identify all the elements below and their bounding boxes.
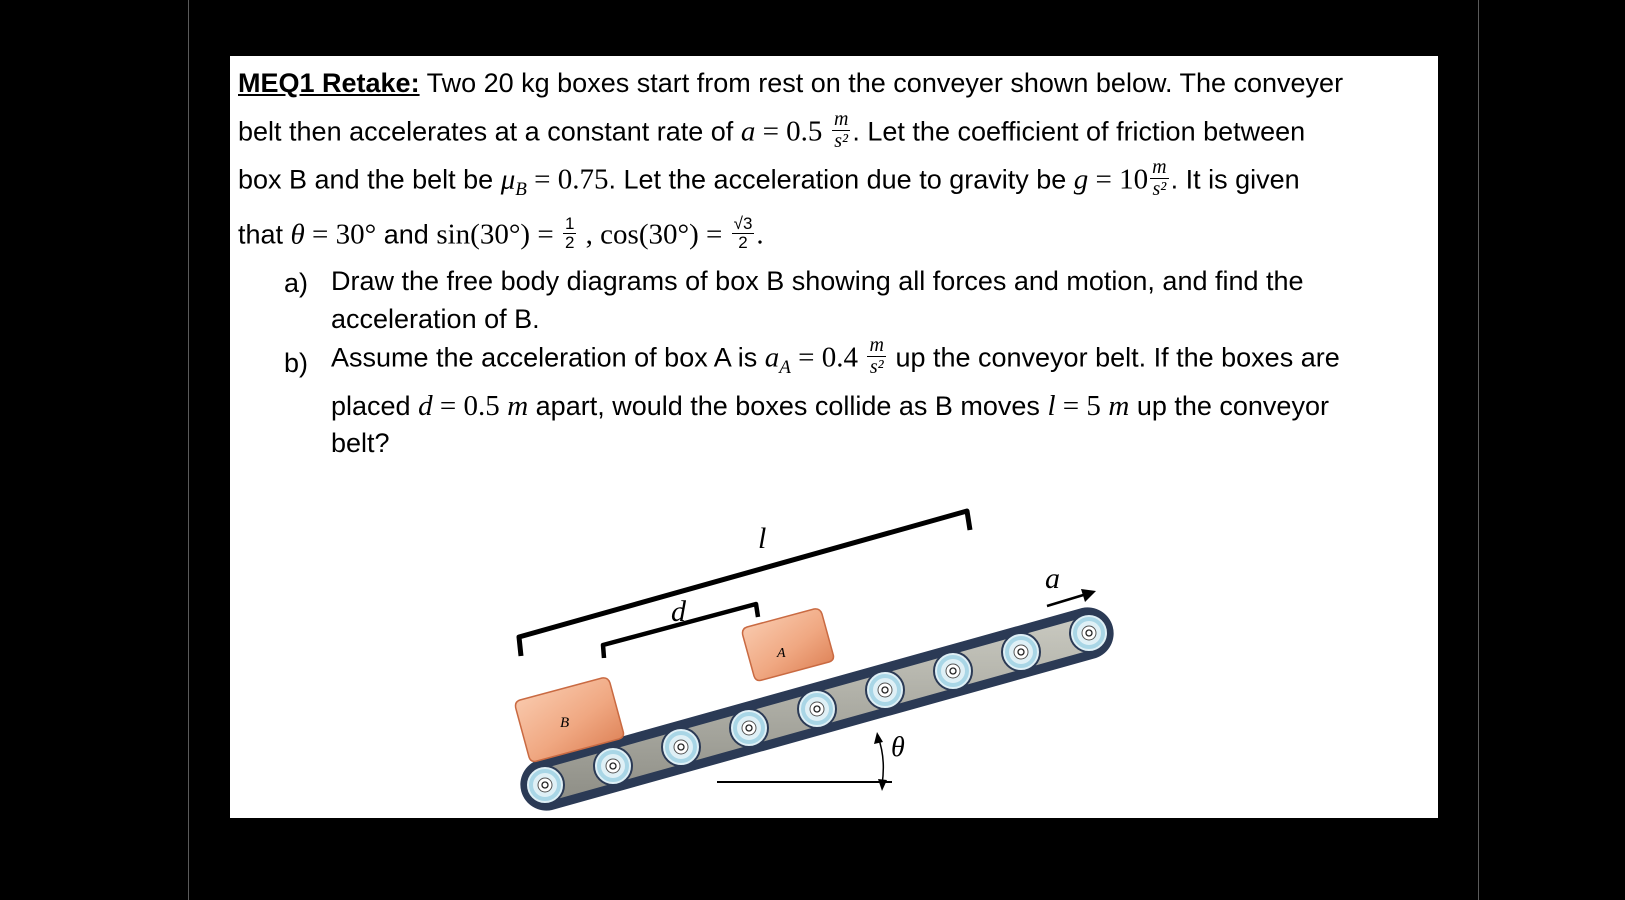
meter-unit-2: m xyxy=(1108,390,1130,422)
part-b-text-2b: apart, would the boxes collide as B moves xyxy=(528,391,1048,421)
sqrt3-den: 2 xyxy=(738,232,748,252)
problem-text-3a: box B and the belt be xyxy=(238,164,501,195)
label-l: l xyxy=(758,522,767,555)
l-value: 5 xyxy=(1086,390,1101,422)
equals-sign-7: = xyxy=(790,341,822,374)
half-den: 2 xyxy=(564,232,575,252)
mu-symbol: μ xyxy=(500,163,516,196)
roller xyxy=(866,671,904,709)
conveyor-diagram xyxy=(230,56,1438,818)
aA-value: 0.4 xyxy=(821,341,858,374)
roller xyxy=(594,747,632,785)
unit-num-3: m xyxy=(869,334,884,356)
mu-subscript: B xyxy=(515,179,527,201)
accel-value: 0.5 xyxy=(786,115,823,148)
roller xyxy=(1070,614,1108,652)
g-symbol: g xyxy=(1073,163,1089,196)
equals-sign-4: = xyxy=(304,218,336,251)
unit-den-3: s² xyxy=(869,356,884,378)
box-a xyxy=(743,609,834,681)
label-d: d xyxy=(671,595,686,628)
label-theta: θ xyxy=(891,732,905,763)
sqrt3-num: √3 xyxy=(733,214,753,233)
part-b-text-1b: up the conveyor belt. If the boxes are xyxy=(887,342,1340,373)
theta-value: 30° xyxy=(335,218,377,251)
right-divider xyxy=(1478,0,1479,900)
aA-subscript: A xyxy=(779,357,791,379)
left-divider xyxy=(188,0,189,900)
problem-text-4a: that xyxy=(238,219,291,250)
problem-text-4b: and xyxy=(376,219,437,250)
cos-expression: cos(30°) xyxy=(600,218,699,251)
accel-symbol: a xyxy=(740,115,756,148)
g-value: 10 xyxy=(1119,163,1149,196)
period: . xyxy=(756,218,764,251)
sin-expression: sin(30°) xyxy=(436,218,531,251)
part-b-text-2a: placed xyxy=(331,391,419,421)
part-b-text-2c: up the conveyor xyxy=(1129,391,1329,421)
problem-text-2b: . Let the coefficient of friction between xyxy=(852,116,1306,147)
problem-text-1: Two 20 kg boxes start from rest on the conveyer shown below. The conveyer xyxy=(419,68,1344,98)
roller xyxy=(798,690,836,728)
unit-den-2: s² xyxy=(1152,178,1167,200)
roller xyxy=(662,728,700,766)
equals-sign-9: = xyxy=(1055,390,1087,422)
comma: , xyxy=(578,218,601,251)
problem-text-3c: . It is given xyxy=(1170,164,1300,195)
problem-slide xyxy=(230,56,1438,818)
d-symbol: d xyxy=(418,390,433,422)
roller xyxy=(526,766,564,804)
part-a-line-2: acceleration of B. xyxy=(331,304,540,334)
part-b-text-1a: Assume the acceleration of box A is xyxy=(331,342,765,373)
l-symbol: l xyxy=(1047,390,1056,422)
d-value: 0.5 xyxy=(463,390,500,422)
half-num: 1 xyxy=(564,214,575,233)
unit-num: m xyxy=(833,108,849,130)
unit-num-2: m xyxy=(1152,156,1167,178)
equals-sign-6: = xyxy=(698,218,730,251)
problem-heading: MEQ1 Retake: xyxy=(238,68,420,98)
equals-sign: = xyxy=(755,115,787,148)
equals-sign-2: = xyxy=(526,163,558,196)
label-a: a xyxy=(1045,562,1060,595)
part-a-line-1: Draw the free body diagrams of box B showing all forces and motion, and find the xyxy=(331,266,1304,296)
equals-sign-3: = xyxy=(1088,163,1120,196)
meter-unit: m xyxy=(507,390,529,422)
problem-text-3b: . Let the acceleration due to gravity be xyxy=(608,164,1074,195)
equals-sign-5: = xyxy=(530,218,561,251)
box-b-label: B xyxy=(560,715,570,731)
box-a-label: A xyxy=(777,646,786,661)
unit-den: s² xyxy=(834,130,849,152)
part-a-label: a) xyxy=(284,268,309,298)
problem-text-2a: belt then accelerates at a constant rate of xyxy=(238,116,741,147)
roller xyxy=(1002,633,1040,671)
roller xyxy=(730,709,768,747)
aA-symbol: a xyxy=(764,341,780,374)
roller xyxy=(934,652,972,690)
mu-value: 0.75 xyxy=(557,163,609,196)
theta-symbol: θ xyxy=(290,218,305,251)
part-b-line-3: belt? xyxy=(331,428,390,458)
equals-sign-8: = xyxy=(432,390,464,422)
part-b-label: b) xyxy=(284,348,309,378)
